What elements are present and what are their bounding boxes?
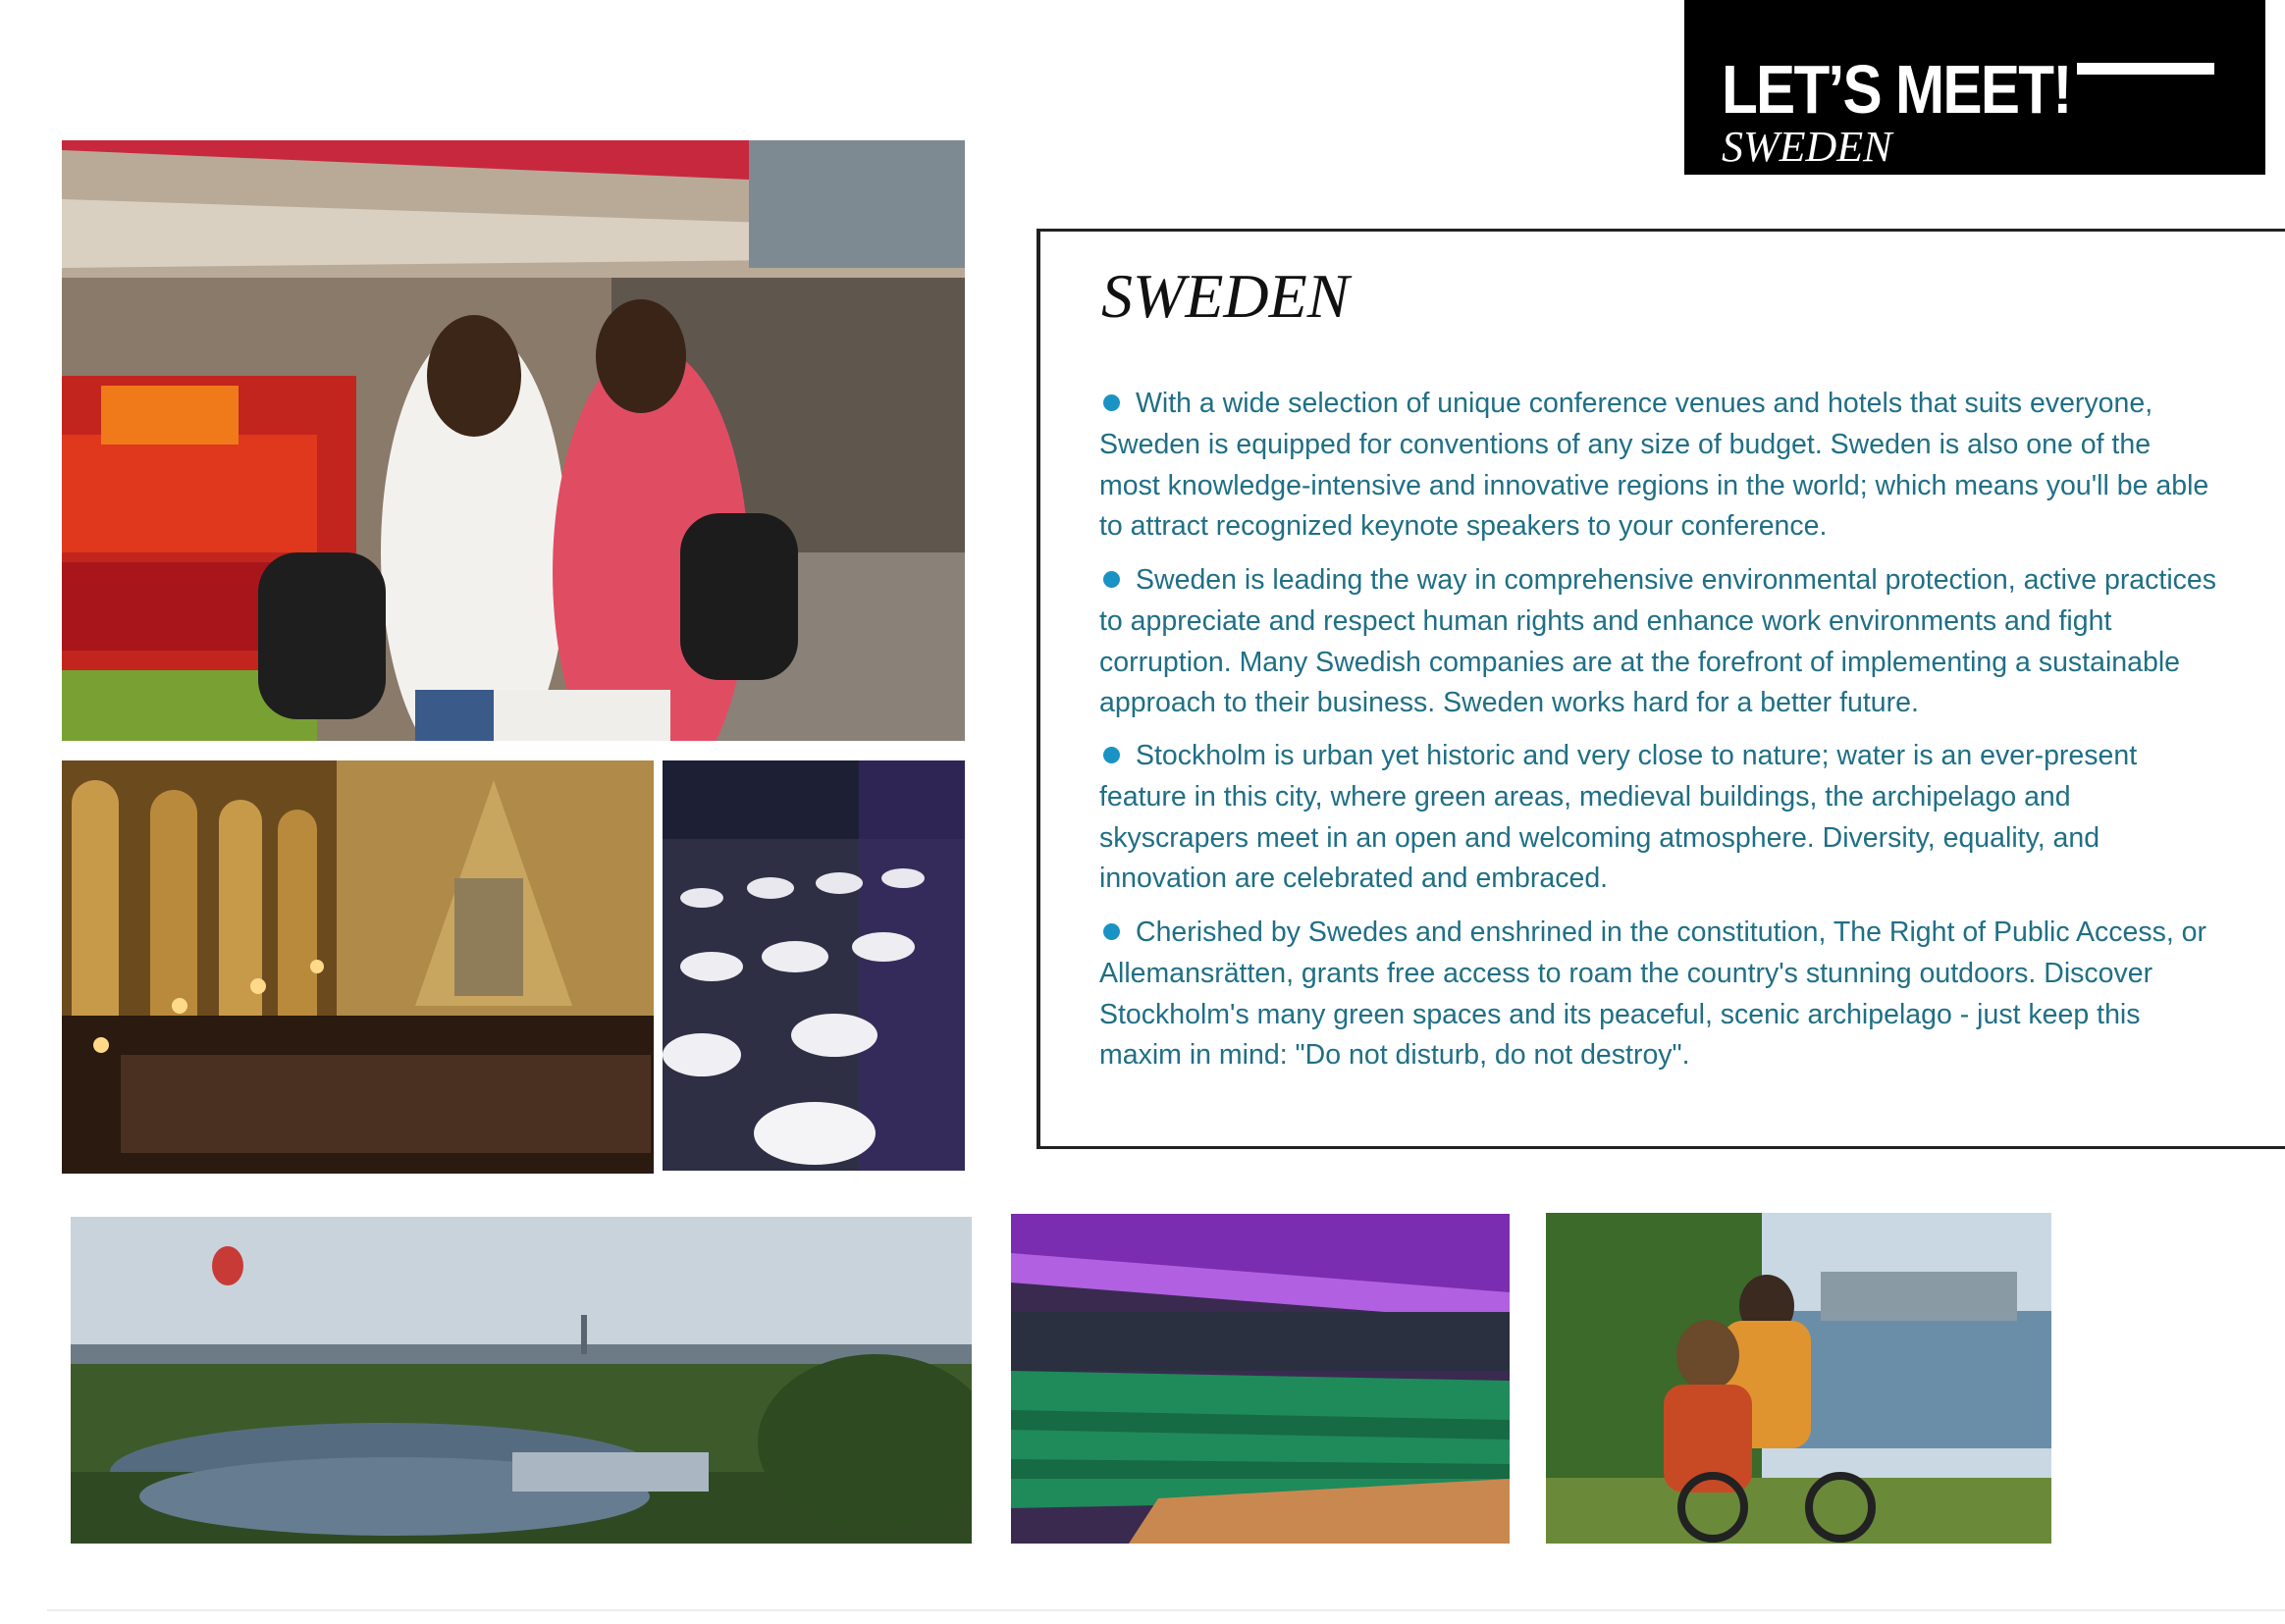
stockholm-aerial-photo bbox=[71, 1217, 972, 1544]
bullet-icon bbox=[1103, 394, 1120, 411]
paragraph-stockholm: Stockholm is urban yet historic and very close to nature; water is an ever-present feature in this city, where green areas, medieval buildings, the archipelago and skyscrapers meet in an open and welcoming atmosphere. Diversity, equality, and innovation are celebrated and embraced. bbox=[1099, 740, 2138, 895]
footer-divider bbox=[47, 1609, 2285, 1611]
logo-main-text: LET’S MEET! bbox=[1722, 51, 2071, 128]
logo-sub-text: SWEDEN bbox=[1722, 123, 1892, 171]
cyclists-photo bbox=[1546, 1213, 2051, 1544]
paragraph-sustainability: Sweden is leading the way in comprehensive environmental protection, active practices to appreciate and respect human rights and enhance work environments and fight corruption. Many Swedish companies are at the forefront of implementing a sustainable approach to their business. Sweden works hard for a better future. bbox=[1099, 564, 2217, 719]
banquet-hall-photo bbox=[663, 760, 965, 1171]
info-text-box bbox=[1036, 229, 2285, 1149]
bullet-icon bbox=[1103, 747, 1120, 763]
bullet-icon bbox=[1103, 923, 1120, 940]
auditorium-photo bbox=[1011, 1214, 1510, 1544]
section-title: SWEDEN bbox=[1101, 261, 1350, 331]
market-photo bbox=[62, 140, 965, 741]
city-hall-gala-photo bbox=[62, 760, 654, 1174]
paragraph-venues: With a wide selection of unique conference venues and hotels that suits everyone, Sweden is equipped for conventions of any size of budget. Sweden is also one of the most knowledge-intensive and innovative regions in the world; which means you'll be able to attract recognized keynote speakers to your conference. bbox=[1099, 388, 2209, 543]
logo-block bbox=[1684, 0, 2265, 175]
logo-dash bbox=[2077, 63, 2214, 75]
bullet-icon bbox=[1103, 571, 1120, 588]
paragraph-public-access: Cherished by Swedes and enshrined in the constitution, The Right of Public Access, or Allemansrätten, grants free access to roam the country's stunning outdoors. Discover Stockholm's many green spaces and its peaceful, scenic archipelago - just keep this maxim in mind: "Do not disturb, do not destroy". bbox=[1099, 917, 2207, 1072]
